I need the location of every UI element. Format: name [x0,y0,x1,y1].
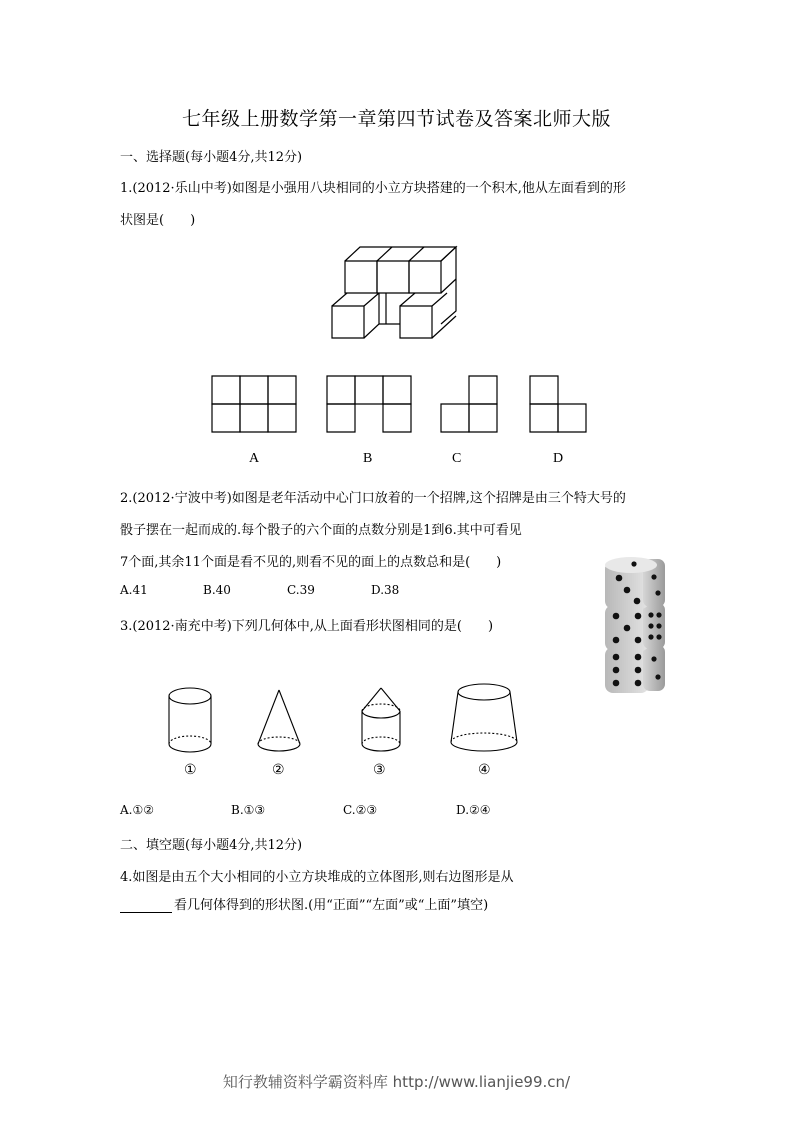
dice-stack-image [601,555,671,697]
q2-option-b: B.40 [203,583,231,597]
q4-text-line1: 4.如图是由五个大小相同的小立方块堆成的立体图形,则右边图形是从 [120,870,514,885]
figure-3-label: ③ [373,763,386,778]
figure-1-label: ① [184,763,197,778]
q2-text-line3: 7个面,其余11个面是看不见的,则看不见的面上的点数总和是( ) [120,555,502,570]
option-d-label: D [553,451,564,466]
q3-option-d: D.②④ [456,803,491,817]
option-b-label: B [363,451,373,466]
figure-2-label: ② [272,763,285,778]
cone-cylinder-figure [351,684,411,756]
q3-option-b: B.①③ [231,803,266,817]
cylinder-figure [160,684,220,756]
q2-option-d: D.38 [371,583,400,597]
q1-text-line2: 状图是( ) [120,213,196,228]
q3-option-c: C.②③ [343,803,378,817]
q3-text-line1: 3.(2012·南充中考)下列几何体中,从上面看形状图相同的是( ) [120,619,494,634]
q4-text-line2 [120,894,488,913]
option-a-label: A [249,451,260,466]
q4-answer-blank [120,898,172,913]
cone-figure [250,684,310,756]
q1-block-figure [330,244,460,344]
option-d-figure [528,374,590,436]
q3-option-a: A.①② [120,803,154,817]
q2-text-line1: 2.(2012·宁波中考)如图是老年活动中心门口放着的一个招牌,这个招牌是由三个特大号的 [120,491,626,506]
q2-text-line2: 骰子摆在一起而成的.每个骰子的六个面的点数分别是1到6.其中可看见 [120,523,522,538]
section-1-heading: 一、选择题(每小题4分,共12分) [120,150,303,165]
option-c-figure [439,374,501,436]
q2-option-a: A.41 [120,583,148,597]
figure-4-label: ④ [478,763,491,778]
option-c-label: C [452,451,462,466]
q4-text-line2-content: 看几何体得到的形状图.(用“正面”“左面”或“上面”填空) [174,898,489,913]
option-b-figure [325,374,415,436]
q2-option-c: C.39 [287,583,315,597]
section-2-heading: 二、填空题(每小题4分,共12分) [120,838,303,853]
page-title: 七年级上册数学第一章第四节试卷及答案北师大版 [181,108,611,130]
frustum-figure [446,680,526,756]
footer-watermark: 知行教辅资料学霸资料库 http://www.lianjie99.cn/ [222,1073,571,1091]
option-a-figure [210,374,300,436]
q1-text-line1: 1.(2012·乐山中考)如图是小强用八块相同的小立方块搭建的一个积木,他从左面看到的形 [120,181,626,196]
